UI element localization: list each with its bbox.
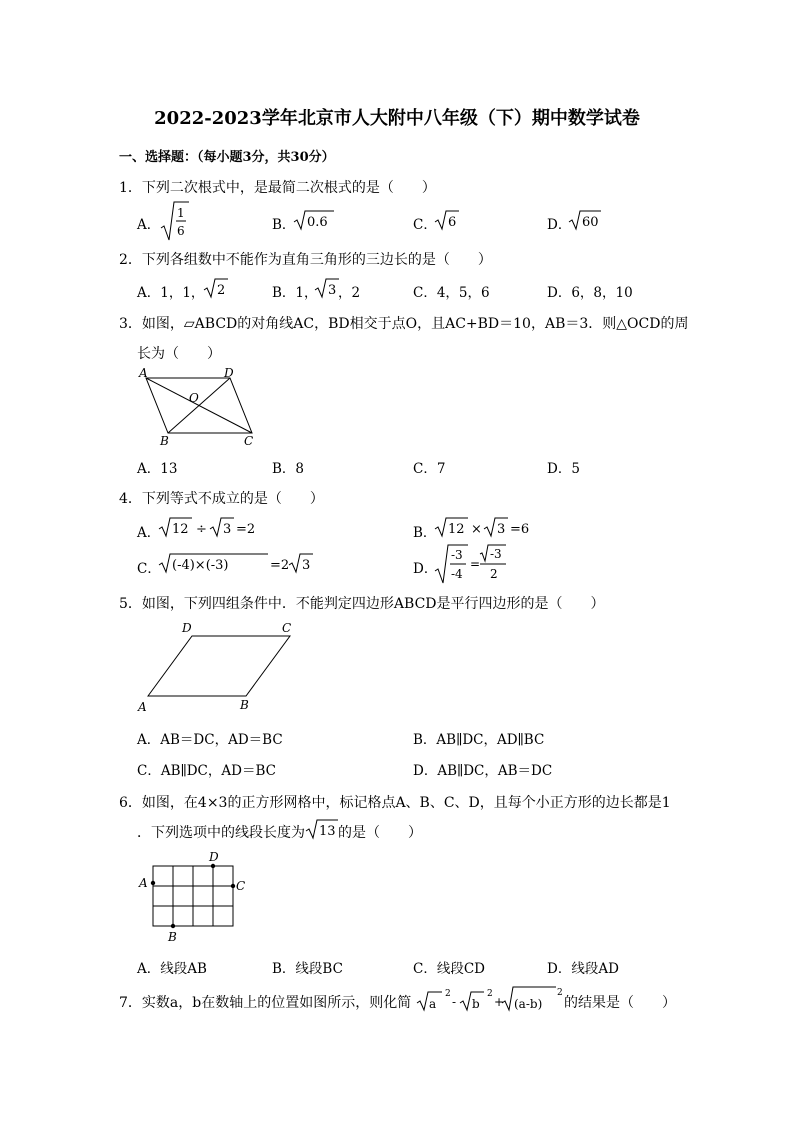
section-heading: 一、选择题：（每小题3分，共30分） xyxy=(119,150,335,165)
q5-option-b: B．AB∥DC，AD∥BC xyxy=(413,732,545,748)
q5-quadrilateral-figure xyxy=(134,618,304,714)
q7-stem-tail: 的结果是（ ） xyxy=(564,995,676,1011)
svg-text:12: 12 xyxy=(448,522,465,537)
q4-option-d: D． xyxy=(413,561,438,577)
svg-text:÷: ÷ xyxy=(196,522,207,537)
svg-text:2: 2 xyxy=(445,989,451,999)
q5-option-c: C．AB∥DC，AD＝BC xyxy=(137,763,276,779)
q1-d-sqrt xyxy=(568,209,602,231)
q3-option-a: A．13 xyxy=(137,461,178,477)
q6-label-d: D xyxy=(209,850,219,864)
svg-text:-4: -4 xyxy=(451,567,463,581)
q6-label-a: A xyxy=(139,876,148,890)
q6-option-a: A．线段AB xyxy=(137,961,207,977)
q1-c-sqrt xyxy=(434,209,460,231)
q4-a-expression xyxy=(158,516,268,538)
q3-label-o: O xyxy=(189,391,199,405)
q7-stem: 7．实数a，b在数轴上的位置如图所示，则化简 xyxy=(119,995,412,1011)
q6-stem-line1: 6．如图，在4×3的正方形网格中，标记格点A、B、C、D，且每个小正方形的边长都是1 xyxy=(119,795,671,811)
q1-option-b: B． xyxy=(272,217,296,233)
svg-text:=6: =6 xyxy=(510,522,530,537)
q6-option-b: B．线段BC xyxy=(272,961,343,977)
q5-label-a: A xyxy=(138,700,147,714)
q3-option-c: C．7 xyxy=(413,461,446,477)
svg-text:3: 3 xyxy=(223,522,232,537)
q2-a-sqrt xyxy=(203,277,229,299)
q3-label-c: C xyxy=(244,434,254,448)
svg-text:3: 3 xyxy=(302,558,311,573)
svg-text:a: a xyxy=(429,997,437,1011)
q3-option-d: D．5 xyxy=(547,461,580,477)
q3-label-a: A xyxy=(139,366,148,380)
q5-label-c: C xyxy=(282,621,292,635)
q1-a-sqrt-fraction xyxy=(160,200,190,242)
q6-point-b xyxy=(171,924,175,928)
svg-text:-3: -3 xyxy=(451,548,463,562)
q3-label-b: B xyxy=(160,434,169,448)
svg-text:12: 12 xyxy=(172,522,189,537)
q6-point-c xyxy=(231,884,235,888)
q5-stem: 5．如图，下列四组条件中．不能判定四边形ABCD是平行四边形的是（ ） xyxy=(119,596,605,612)
q6-label-b: B xyxy=(168,930,177,944)
q6-label-c: C xyxy=(236,879,246,893)
q6-stem-line2: ．下列选项中的线段长度为 xyxy=(137,825,305,841)
q4-d-expression xyxy=(434,543,524,585)
q1-option-a: A． xyxy=(137,217,161,233)
q2-option-d: D．6，8，10 xyxy=(547,285,633,301)
svg-text:(a-b): (a-b) xyxy=(514,997,543,1011)
q2-option-b: B．1， xyxy=(272,285,318,301)
q4-stem: 4．下列等式不成立的是（ ） xyxy=(119,491,324,507)
q2-option-a: A．1，1， xyxy=(137,285,205,301)
svg-text:60: 60 xyxy=(582,215,599,230)
q4-option-b: B． xyxy=(413,525,437,541)
svg-text:2: 2 xyxy=(490,567,498,581)
q3-option-b: B．8 xyxy=(272,461,305,477)
svg-text:-3: -3 xyxy=(490,547,502,561)
svg-text:3: 3 xyxy=(328,283,337,298)
q4-b-expression xyxy=(434,516,544,538)
svg-text:+: + xyxy=(494,995,505,1009)
q6-grid-figure xyxy=(136,848,256,944)
q6-point-d xyxy=(211,864,215,868)
q1-b-sqrt xyxy=(293,209,335,231)
svg-text:2: 2 xyxy=(217,283,226,298)
q6-stem-line2-tail: 的是（ ） xyxy=(338,825,422,841)
svg-text:=2: =2 xyxy=(270,558,290,573)
svg-text:3: 3 xyxy=(497,522,506,537)
q6-option-c: C．线段CD xyxy=(413,961,485,977)
q6-point-a xyxy=(151,881,155,885)
q3-parallelogram-figure xyxy=(136,364,266,450)
paper-title: 2022-2023学年北京市人大附中八年级（下）期中数学试卷 xyxy=(154,108,640,129)
q1-a-denominator: 6 xyxy=(177,224,185,238)
q1-option-d: D． xyxy=(547,217,572,233)
svg-text:13: 13 xyxy=(319,824,336,839)
q5-option-a: A．AB＝DC，AD＝BC xyxy=(137,732,283,748)
q4-option-a: A． xyxy=(137,525,161,541)
q3-stem-line2: 长为（ ） xyxy=(137,346,221,362)
svg-text:(-4)×(-3): (-4)×(-3) xyxy=(172,558,229,573)
q5-label-b: B xyxy=(240,698,249,712)
q5-label-d: D xyxy=(182,621,192,635)
svg-text:-: - xyxy=(452,995,457,1009)
q2-b-sqrt xyxy=(314,277,340,299)
svg-text:b: b xyxy=(472,997,480,1011)
q6-sqrt-13 xyxy=(305,818,339,840)
q4-option-c: C． xyxy=(137,561,161,577)
svg-text:2: 2 xyxy=(487,989,493,999)
svg-text:×: × xyxy=(471,522,482,537)
svg-text:0.6: 0.6 xyxy=(307,215,328,230)
svg-text:=: = xyxy=(470,557,481,571)
svg-text:2: 2 xyxy=(557,988,563,998)
q4-c-expression xyxy=(158,552,318,574)
q6-option-d: D．线段AD xyxy=(547,961,619,977)
q1-a-numerator: 1 xyxy=(177,206,185,220)
q3-label-d: D xyxy=(224,366,234,380)
svg-text:6: 6 xyxy=(448,215,457,230)
q2-stem: 2．下列各组数中不能作为直角三角形的三边长的是（ ） xyxy=(119,252,492,268)
q2-option-b-tail: ，2 xyxy=(338,285,361,301)
q2-option-c: C．4，5，6 xyxy=(413,285,490,301)
q1-option-c: C． xyxy=(413,217,437,233)
q1-stem: 1．下列二次根式中，是最简二次根式的是（ ） xyxy=(119,180,436,196)
q3-stem-line1: 3．如图，▱ABCD的对角线AC，BD相交于点O，且AC+BD＝10，AB＝3．则△OCD的周 xyxy=(119,316,689,332)
svg-text:=2: =2 xyxy=(236,522,256,537)
q5-option-d: D．AB∥DC，AB＝DC xyxy=(413,763,553,779)
